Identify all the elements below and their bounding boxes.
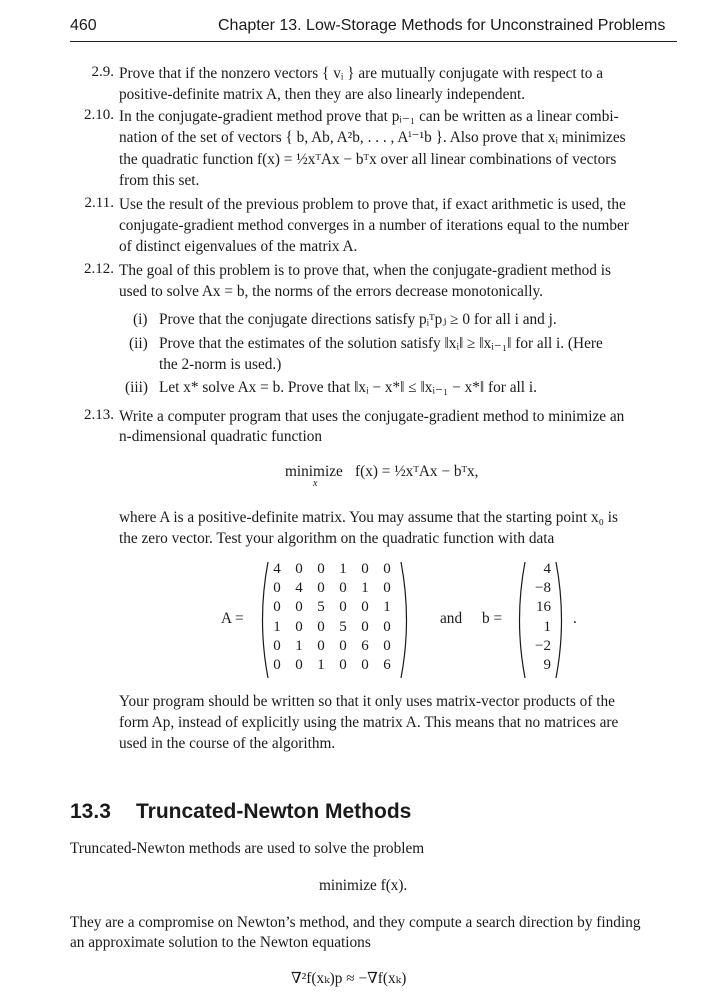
section-title: Truncated-Newton Methods <box>136 800 412 823</box>
subitem-label: (i) <box>133 311 148 328</box>
matrix-a-cell: 1 <box>361 580 369 597</box>
vector-b-cell: −8 <box>535 580 551 597</box>
problem-number-2-13: 2.13. <box>84 407 114 423</box>
subitem-label: (iii) <box>125 379 148 396</box>
subitem-text: Let x* solve Ax = b. Prove that ‖xᵢ − x*‖ ≤ ‖xᵢ₋₁ − x*‖ for all i. <box>159 379 537 396</box>
matrix-a <box>266 560 398 675</box>
matrix-a-cell: 0 <box>339 599 347 616</box>
display-under: x <box>313 478 318 489</box>
matrix-a-cell: 1 <box>317 657 325 674</box>
section-heading <box>70 800 411 824</box>
subitem-text: the 2-norm is used.) <box>159 356 282 373</box>
matrix-a-cell: 0 <box>317 561 325 577</box>
matrix-a-cell: 6 <box>361 637 369 654</box>
matrix-a-cell: 0 <box>295 657 303 674</box>
matrix-a-cell: 4 <box>273 561 281 577</box>
matrix-a-cell: 0 <box>339 657 347 674</box>
display-minimize: minimize <box>285 463 343 480</box>
matrix-a-cell: 0 <box>361 561 369 577</box>
problem-number-2-12: 2.12. <box>84 261 114 277</box>
matrix-a-cell: 0 <box>273 599 281 616</box>
matrix-a-cell: 1 <box>383 599 391 616</box>
display-formula: f(x) = ½xᵀAx − bᵀx, <box>355 463 479 480</box>
matrix-a-cell: 0 <box>339 580 347 597</box>
problem-2-13-line: form Ap, instead of explicitly using the matrix A. This means that no matrices are <box>119 714 619 731</box>
section-paragraph-line: They are a compromise on Newton’s method, and they compute a search direction by finding <box>70 914 641 931</box>
problem-2-13-line: the zero vector. Test your algorithm on the quadratic function with data <box>119 530 555 547</box>
matrix-a-cell: 0 <box>383 618 391 635</box>
section-display-2: ∇²f(xₖ)p ≈ −∇f(xₖ) <box>291 970 407 987</box>
matrix-a-cell: 5 <box>339 618 347 635</box>
matrix-a-cell: 0 <box>273 637 281 654</box>
problem-2-9-line: Prove that if the nonzero vectors { vᵢ } are mutually conjugate with respect to a <box>119 65 604 82</box>
matrix-a-cell: 0 <box>339 637 347 654</box>
problem-2-11-line: of distinct eigenvalues of the matrix A. <box>119 238 358 255</box>
section-display-1: minimize f(x). <box>319 877 408 894</box>
matrix-a-cell: 0 <box>273 580 281 597</box>
running-title: Chapter 13. Low-Storage Methods for Unconstrained Problems <box>218 17 666 34</box>
problem-2-10-line: from this set. <box>119 172 200 189</box>
matrix-a-label: A = <box>221 610 244 627</box>
matrix-a-cell: 0 <box>295 599 303 616</box>
matrix-a-right-paren <box>398 560 414 680</box>
matrix-a-cell: 1 <box>295 637 303 654</box>
subitem-text: Prove that the conjugate directions satisfy pᵢᵀpⱼ ≥ 0 for all i and j. <box>159 311 557 328</box>
matrix-a-cell: 0 <box>383 561 391 577</box>
matrix-a-cell: 0 <box>361 618 369 635</box>
section-number: 13.3 <box>70 800 111 823</box>
vector-b-cell: 16 <box>536 599 551 616</box>
matrix-a-cell: 0 <box>383 580 391 597</box>
subitem-text: Prove that the estimates of the solution satisfy ‖xᵢ‖ ≥ ‖xᵢ₋₁‖ for all i. (Here <box>159 335 603 352</box>
vector-b-cell: 9 <box>543 657 551 674</box>
problem-2-9-line: positive-definite matrix A, then they are also linearly independent. <box>119 86 526 103</box>
problem-2-11-line: Use the result of the previous problem to prove that, if exact arithmetic is used, the <box>119 196 626 213</box>
problem-2-13-line: n-dimensional quadratic function <box>119 428 323 445</box>
matrix-a-cell: 0 <box>317 580 325 597</box>
matrix-period: . <box>573 610 577 627</box>
vector-b-cell: 1 <box>543 618 551 635</box>
section-paragraph-line: an approximate solution to the Newton equations <box>70 934 371 951</box>
matrix-a-cell: 0 <box>361 599 369 616</box>
matrix-a-cell: 6 <box>383 657 391 674</box>
matrix-a-cell: 0 <box>383 637 391 654</box>
and-label: and <box>440 610 463 627</box>
problem-2-13-line: Your program should be written so that it only uses matrix-vector products of the <box>119 693 615 710</box>
page-number: 460 <box>70 17 97 34</box>
problem-number-2-9: 2.9. <box>91 64 114 80</box>
problem-2-10-line: the quadratic function f(x) = ½xᵀAx − bᵀx over all linear combinations of vectors <box>119 151 617 168</box>
vector-b-cell: 4 <box>543 561 551 577</box>
problem-2-11-line: conjugate-gradient method converges in a number of iterations equal to the number <box>119 217 629 234</box>
matrix-a-cell: 4 <box>295 580 303 597</box>
problem-2-10-line: In the conjugate-gradient method prove that pᵢ₋₁ can be written as a linear combi- <box>119 108 619 125</box>
problem-2-10-line: nation of the set of vectors { b, Ab, A²b, . . . , Aⁱ⁻¹b }. Also prove that xᵢ minimizes <box>119 129 626 146</box>
problem-number-2-10: 2.10. <box>84 107 114 123</box>
problem-2-13-line: where A is a positive-definite matrix. You may assume that the starting point x₀ is <box>119 509 619 526</box>
matrix-a-cell: 0 <box>295 618 303 635</box>
matrix-a-cell: 0 <box>273 657 281 674</box>
section-intro: Truncated-Newton methods are used to solve the problem <box>70 840 425 857</box>
matrix-a-cell: 0 <box>295 561 303 577</box>
matrix-a-cell: 1 <box>339 561 347 577</box>
problem-2-12-line: The goal of this problem is to prove that, when the conjugate-gradient method is <box>119 262 611 279</box>
matrix-a-cell: 1 <box>273 618 281 635</box>
vector-b-right-paren <box>553 560 569 680</box>
vector-b-cell: −2 <box>535 637 551 654</box>
header-rule <box>70 41 677 42</box>
subitem-label: (ii) <box>129 335 148 352</box>
matrix-a-cell: 5 <box>317 599 325 616</box>
problem-number-2-11: 2.11. <box>84 195 114 211</box>
vector-b <box>517 560 551 675</box>
matrix-a-cell: 0 <box>317 637 325 654</box>
problem-2-13-line: used in the course of the algorithm. <box>119 735 336 752</box>
problem-2-13-line: Write a computer program that uses the conjugate-gradient method to minimize an <box>119 408 625 425</box>
problem-2-12-line: used to solve Ax = b, the norms of the errors decrease monotonically. <box>119 283 543 300</box>
vector-b-label: b = <box>482 610 503 627</box>
matrix-a-cell: 0 <box>361 657 369 674</box>
matrix-a-cell: 0 <box>317 618 325 635</box>
